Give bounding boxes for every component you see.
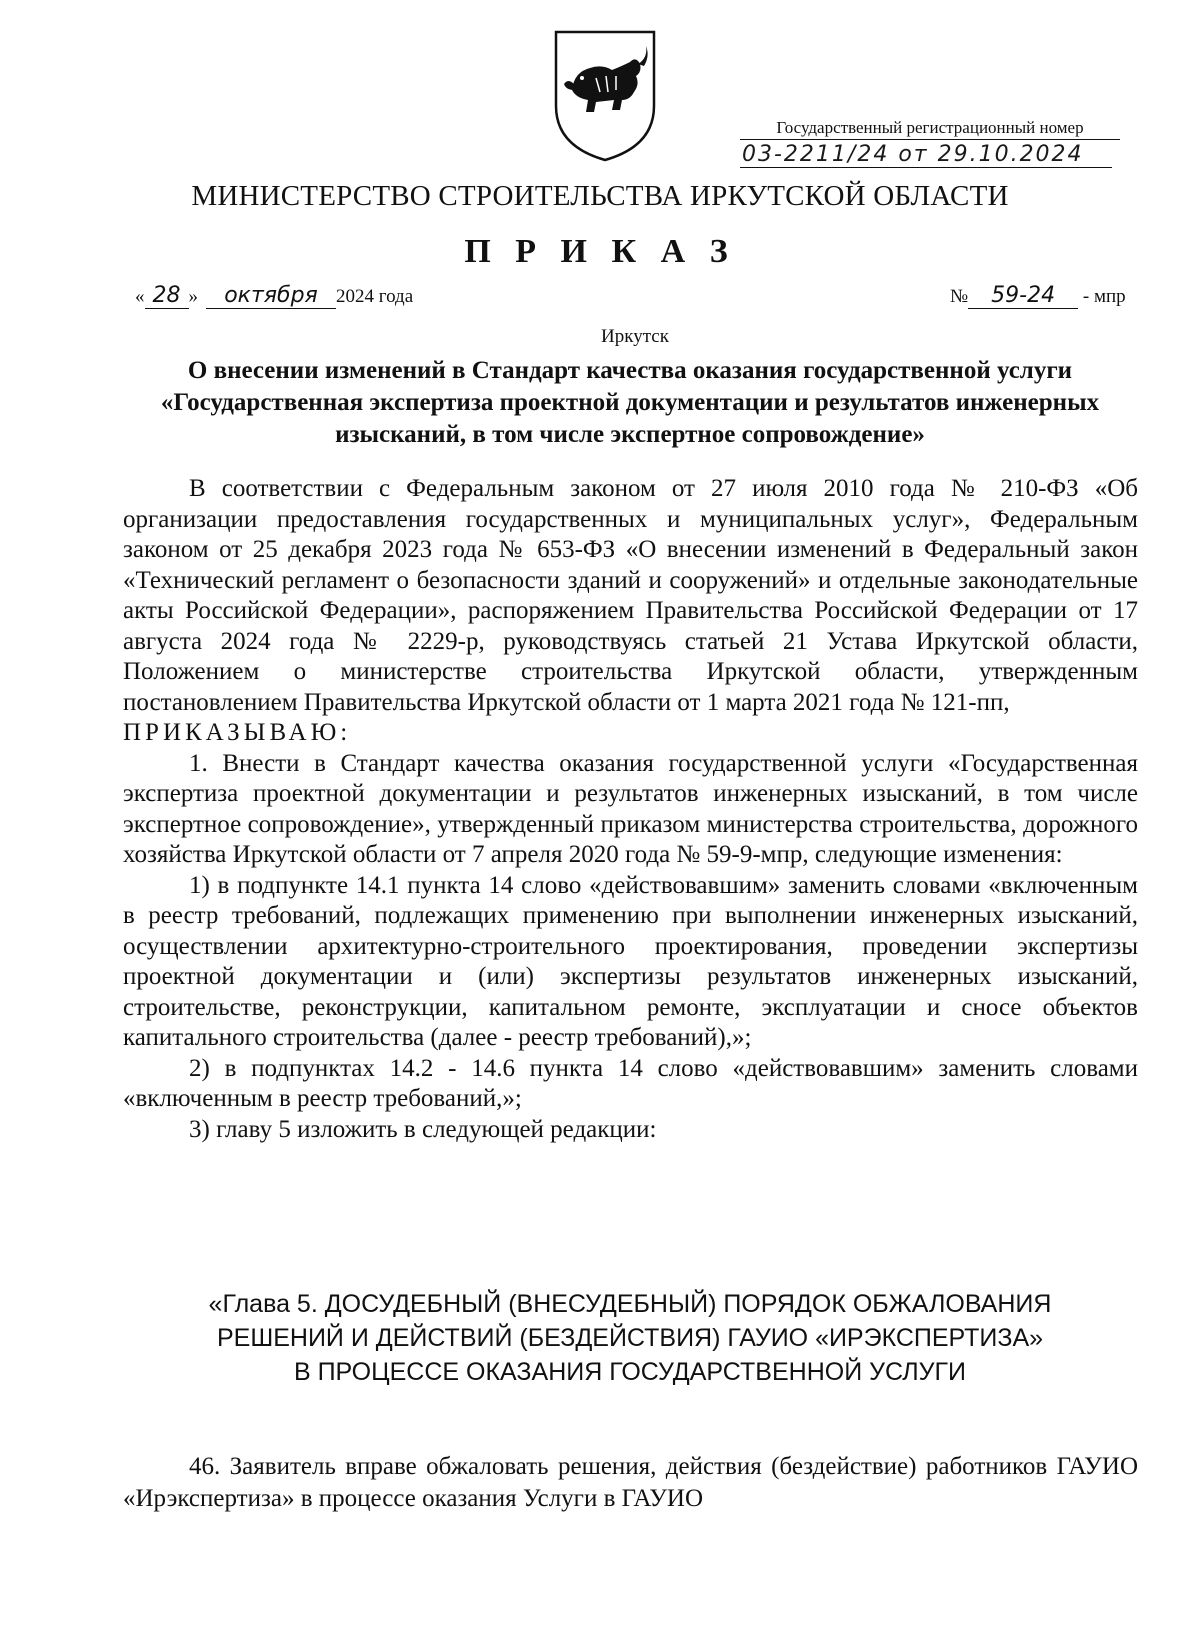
preamble-paragraph: В соответствии с Федеральным законом от 27 июля 2010 года № 210-ФЗ «Об организации предоставления государственных и муниципальных услуг», Федеральным законом от 25 декабря 2023 года № 653-ФЗ «О внесении изменений в Федеральный закон «Технический регламент о безопасности зданий и сооружений» и отдельные законодательные акты Российской Федерации», распоряжением Правительства Российской Федерации от 17 августа 2024 года № 2229-р, руководствуясь статьей 21 Устава Иркутской области, Положением о министерстве строительства Иркутской области, утвержденным постановлением Правительства Иркутской области от 1 марта 2021 года № 121-пп,	[123, 475, 1138, 716]
subitem-3-paragraph: 3) главу 5 изложить в следующей редакции:	[189, 1115, 657, 1143]
subitem-1-paragraph: 1) в подпункте 14.1 пункта 14 слово «действовавшим» заменить словами «включенным в реестр требований, подлежащих применению при выполнении инженерных изысканий, осуществлении архитектурно-строительного проектирования, проведении экспертизы проектной документации и (или) экспертизы результатов инженерных изысканий, строительстве, реконструкции, капитальном ремонте, эксплуатации и сносе объектов капитального строительства (далее - реестр требований),»;	[123, 871, 1138, 1051]
chapter-heading-line-2: РЕШЕНИЙ И ДЕЙСТВИЙ (БЕЗДЕЙСТВИЯ) ГАУИО «ИРЭКСПЕРТИЗА»	[216, 1324, 1044, 1352]
order-date	[135, 283, 413, 309]
subitem-2-paragraph: 2) в подпунктах 14.2 - 14.6 пункта 14 слово «действовавшим» заменить словами «включенным в реестр требований,»;	[123, 1054, 1138, 1112]
date-year: 2024 года	[336, 286, 414, 307]
city: Иркутск	[601, 326, 669, 347]
document-title: О внесении изменений в Стандарт качества оказания государственной услуги «Государственная экспертиза проектной документации и результатов инженерных изысканий, в том числе экспертное сопровождение»	[160, 357, 1100, 448]
registration-number-value: 03-2211/24 от 29.10.2024	[740, 142, 1112, 168]
registration-number-block	[740, 118, 1140, 168]
chapter-heading-line-1: «Глава 5. ДОСУДЕБНЫЙ (ВНЕСУДЕБНЫЙ) ПОРЯДОК ОБЖАЛОВАНИЯ	[208, 1290, 1052, 1318]
number-suffix: - мпр	[1082, 286, 1126, 307]
chapter-heading-line-3: В ПРОЦЕССЕ ОКАЗАНИЯ ГОСУДАРСТВЕННОЙ УСЛУГИ	[293, 1358, 967, 1386]
date-month: октября	[206, 283, 336, 309]
date-day: 28	[145, 283, 189, 309]
document-type: П Р И К А З	[464, 233, 736, 270]
paragraph-46: 46. Заявитель вправе обжаловать решения, действия (бездействие) работников ГАУИО «Ирэкспертиза» в процессе оказания Услуги в ГАУИО	[123, 1453, 1138, 1512]
date-close-quote: »	[188, 286, 198, 307]
number-value: 59-24	[968, 283, 1078, 309]
registration-number-label: Государственный регистрационный номер	[740, 118, 1120, 140]
number-prefix: №	[950, 286, 969, 307]
chapter-heading	[130, 1287, 1130, 1389]
ministry-name: МИНИСТЕРСТВО СТРОИТЕЛЬСТВА ИРКУТСКОЙ ОБЛАСТИ	[191, 180, 1009, 212]
item-1-paragraph: 1. Внести в Стандарт качества оказания государственной услуги «Государственная экспертиза проектной документации и результатов инженерных изысканий, в том числе экспертное сопровождение», утвержденный приказом министерства строительства, дорожного хозяйства Иркутской области от 7 апреля 2020 года № 59-9-мпр, следующие изменения:	[123, 749, 1138, 868]
coat-of-arms-emblem	[550, 28, 660, 164]
order-number	[950, 283, 1126, 309]
date-open-quote: «	[135, 286, 145, 307]
order-word: ПРИКАЗЫВАЮ:	[123, 719, 352, 746]
document-body	[123, 474, 1138, 1145]
